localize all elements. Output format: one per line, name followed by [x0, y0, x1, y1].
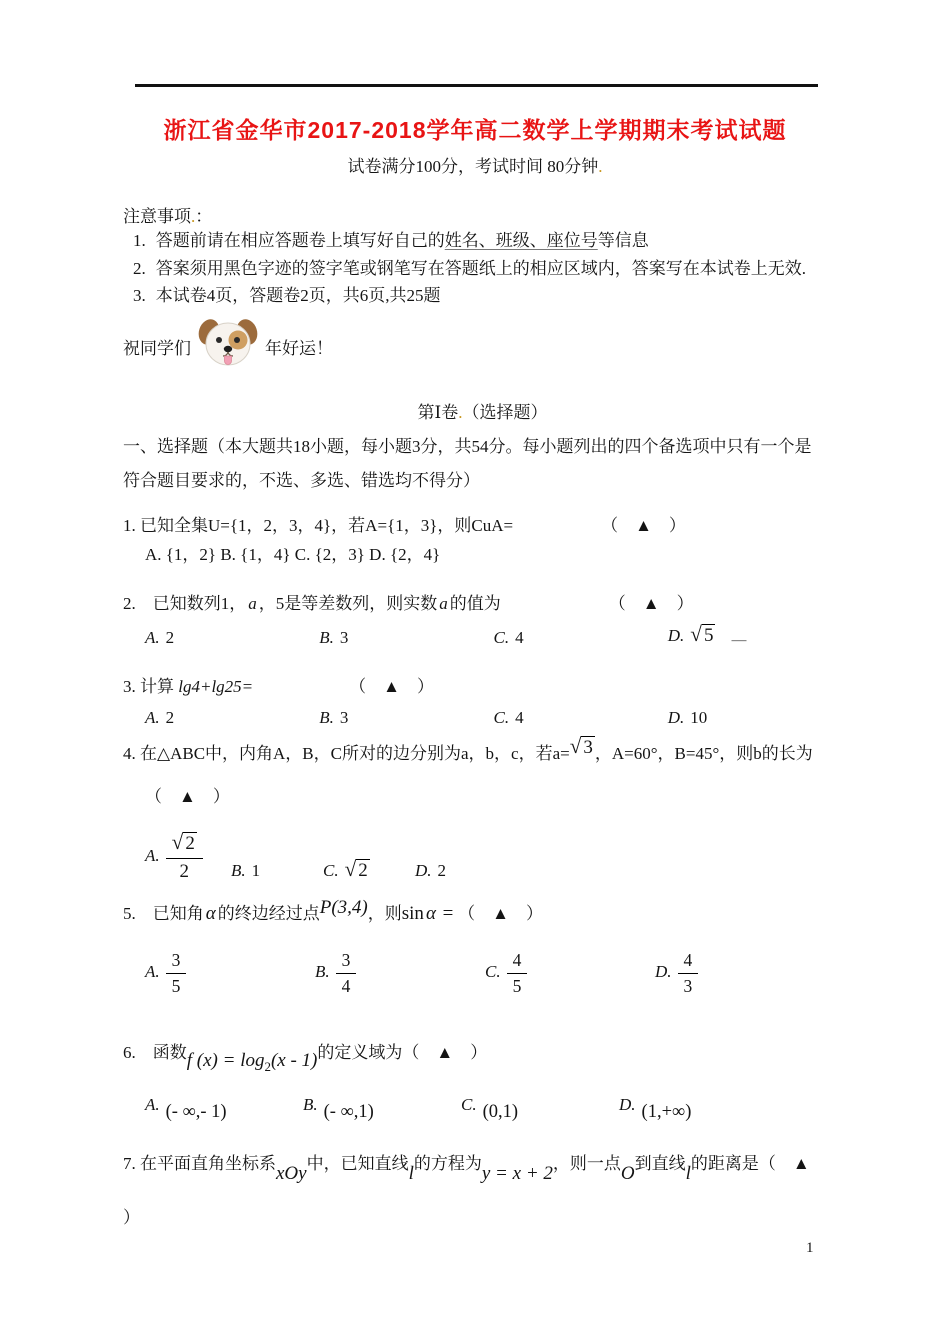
- math-line-equation: y = x + 2: [481, 1163, 553, 1185]
- option-b: [315, 950, 485, 997]
- question-4-answer-bracket: （ ▲ ）: [145, 786, 230, 806]
- option-a-label: A.: [145, 707, 160, 727]
- fraction-numerator: 3: [336, 950, 357, 974]
- question-1: [123, 512, 842, 568]
- question-6-answer-bracket: （ ▲ ）: [402, 1042, 488, 1062]
- option-c: [485, 950, 655, 997]
- intro-line-2: 符合题目要求的，不选、多选、错选均不得分）: [123, 470, 480, 490]
- option-a: [145, 624, 319, 651]
- section1-intro: [123, 430, 842, 498]
- radicand: 2: [358, 859, 368, 881]
- question-7-text-6: 的距离是（ ▲: [690, 1154, 810, 1174]
- option-a: [145, 830, 231, 884]
- exam-subtitle: [0, 152, 950, 177]
- option-c-label: C.: [493, 707, 510, 727]
- option-a: [145, 950, 315, 997]
- fraction-numerator: 3: [166, 950, 187, 974]
- option-d-value: 2: [437, 860, 447, 880]
- question-3-text: 3. 计算: [123, 676, 179, 696]
- sin-function: sin: [401, 902, 424, 924]
- radical-sign: √: [569, 733, 582, 758]
- math-argument: (x - 1): [270, 1049, 318, 1071]
- section1-header-dot: .: [458, 402, 463, 422]
- question-1-options: A. {1，2} B. {1，4} C. {2，3} D. {2，4}: [145, 544, 441, 564]
- fraction-4-5: [507, 950, 528, 997]
- option-c: [494, 624, 668, 651]
- math-point-o: O: [620, 1163, 635, 1185]
- option-a: [145, 1091, 303, 1123]
- question-6-text-1: 6. 函数: [123, 1042, 187, 1062]
- option-a-value: 2: [165, 627, 175, 647]
- option-b-label: B.: [231, 860, 246, 880]
- option-b-label: B.: [303, 1095, 318, 1115]
- option-a-label: A.: [145, 1095, 160, 1115]
- dog-face-emoji-icon: [197, 315, 259, 371]
- option-a-label: A.: [145, 845, 160, 865]
- notice-item-3-text: 本试卷4页，答题卷2页，共6页,共25题: [155, 286, 441, 305]
- question-5-text-3: ，则: [367, 903, 402, 923]
- fraction-3-5: [166, 950, 187, 997]
- question-6-stem: [123, 1039, 842, 1072]
- notice-item-2-number: 2.: [133, 258, 146, 278]
- question-7-text-4: ，则一点: [552, 1154, 621, 1174]
- section1-header-text: 第Ⅰ卷: [417, 402, 459, 422]
- notice-item-3-number: 3.: [133, 286, 146, 305]
- notice-item-1-underlined-fields: 姓名、班级、座位号: [444, 231, 598, 250]
- option-d-value: 10: [690, 707, 708, 727]
- header-rule: [135, 84, 818, 87]
- notice-item-1-text: 答题前请在相应答题卷上填写好自己的: [155, 231, 445, 250]
- sqrt-2: [171, 829, 197, 854]
- page-body: [0, 202, 950, 1233]
- math-line-l: l: [685, 1163, 691, 1185]
- option-b: [319, 704, 493, 731]
- option-b: [303, 1091, 461, 1123]
- question-2: [123, 590, 842, 651]
- question-2-options: [123, 621, 842, 651]
- radicand: 2: [185, 832, 195, 854]
- question-3-answer-bracket: （ ▲ ）: [349, 676, 434, 696]
- notice-item-1-number: 1.: [133, 231, 146, 250]
- option-d: [619, 1091, 777, 1123]
- sqrt-2: [344, 856, 370, 881]
- wish-line: [123, 316, 842, 378]
- question-4: [123, 733, 842, 884]
- subtitle-text: 试卷满分100分，考试时间 80分钟: [347, 157, 599, 176]
- question-7: [123, 1149, 842, 1233]
- question-3-math: lg4+lg25=: [178, 676, 254, 696]
- notice-heading-text: 注意事项: [123, 207, 191, 226]
- question-5-text-1: 5. 已知角: [123, 903, 204, 923]
- question-4-text-2: ，A=60°，B=45°，则b的长为: [594, 743, 813, 763]
- option-c-label: C.: [323, 860, 339, 880]
- fraction-denominator: 2: [179, 860, 189, 882]
- option-b: [231, 857, 323, 884]
- option-c-value: (0,1): [482, 1102, 519, 1123]
- question-7-stem: [123, 1149, 842, 1185]
- radical-sign: √: [171, 829, 184, 854]
- option-d-label: D.: [619, 1095, 636, 1115]
- notice-heading-dot: .: [191, 207, 196, 226]
- stray-underscore: ＿: [731, 626, 747, 643]
- intro-line-1: 一、选择题（本大题共18小题，每小题3分，共54分。每小题列出的四个备选项中只有一个是: [123, 436, 812, 456]
- option-b: [319, 624, 493, 651]
- question-4-text-1: 4. 在△ABC中，内角A，B，C所对的边分别为a，b，c，若a=: [123, 743, 570, 763]
- question-1-text: 1. 已知全集U={1，2，3，4}，若A={1，3}，则CuA=: [123, 515, 514, 535]
- option-c-value: 4: [515, 627, 524, 647]
- question-7-text-5: 到直线: [634, 1154, 686, 1174]
- option-a-value: 2: [165, 707, 175, 727]
- question-4-options: [123, 812, 842, 884]
- notice-item-2: [123, 255, 842, 283]
- fraction-denominator: 5: [512, 975, 522, 996]
- question-1-stem: [123, 512, 842, 539]
- option-b-value: 3: [339, 707, 349, 727]
- question-3-stem: [123, 673, 842, 700]
- option-c: [461, 1091, 619, 1123]
- option-b-label: B.: [319, 707, 334, 727]
- option-c-value: 4: [515, 707, 524, 727]
- option-b-value: (- ∞,1): [323, 1102, 374, 1123]
- option-d-label: D.: [667, 625, 685, 645]
- fraction-4-3: [678, 950, 699, 997]
- option-d: [668, 704, 842, 731]
- sqrt-5: [690, 621, 715, 646]
- question-5-text-2: 的终边经过点: [217, 903, 320, 923]
- math-line-l: l: [408, 1163, 414, 1185]
- page-number: 1: [806, 1240, 814, 1256]
- option-b-label: B.: [319, 627, 334, 647]
- radicand: 3: [583, 736, 593, 758]
- radical-sign: √: [690, 621, 702, 646]
- section1-header: [123, 398, 842, 423]
- notice-item-1-tail: 等信息: [597, 231, 649, 250]
- exam-title: 浙江省金华市2017-2018学年高二数学上学期期末考试试题: [163, 117, 787, 143]
- notice-item-3: [123, 282, 842, 310]
- math-f-log: f (x) = log: [186, 1049, 265, 1071]
- option-d-label: D.: [667, 707, 685, 727]
- option-c: [494, 704, 668, 731]
- question-5-options: [123, 937, 842, 997]
- fraction-denominator: 4: [341, 975, 351, 996]
- math-xoy: xOy: [276, 1163, 307, 1185]
- fraction-sqrt2-over-2: [166, 830, 203, 884]
- question-1-answer-bracket: （ ▲ ）: [601, 515, 686, 535]
- question-2-stem: [123, 590, 842, 617]
- equals-sign: =: [437, 902, 459, 924]
- question-6-text-2: 的定义域为: [317, 1042, 403, 1062]
- option-a-label: A.: [145, 961, 160, 981]
- question-2-answer-bracket: （ ▲ ）: [608, 593, 694, 613]
- notice-item-1: [123, 227, 842, 255]
- question-3-options: [123, 704, 842, 731]
- option-c-label: C.: [461, 1095, 477, 1115]
- option-a-label: A.: [145, 627, 160, 647]
- option-d-value: (1,+∞): [641, 1102, 692, 1123]
- fraction-numerator: 4: [507, 950, 528, 974]
- question-2-text-2: ，5是等差数列，则实数: [258, 593, 438, 613]
- question-7-close-bracket: ）: [123, 1208, 140, 1228]
- sqrt-3: [569, 733, 595, 758]
- question-2-text-1: 2. 已知数列1，: [123, 593, 247, 613]
- option-a: [145, 704, 319, 731]
- option-b-value: 1: [251, 860, 261, 880]
- question-3: [123, 673, 842, 731]
- option-c: [323, 856, 415, 884]
- option-b-value: 3: [339, 627, 349, 647]
- question-7-text-2: 中，已知直线: [306, 1154, 409, 1174]
- point-p34: P(3,4): [319, 896, 368, 918]
- option-d-label: D.: [655, 961, 672, 981]
- option-a-value: (- ∞,- 1): [165, 1102, 227, 1123]
- question-2-text-3: 的值为: [449, 593, 501, 613]
- subtitle-period: .: [598, 157, 603, 176]
- question-4-stem: [123, 733, 842, 767]
- option-d: [415, 857, 507, 884]
- fraction-numerator: [166, 830, 203, 859]
- section1-header-suffix: （选择题）: [462, 402, 548, 422]
- function-definition: [186, 1049, 318, 1074]
- variable-alpha: α: [425, 902, 436, 924]
- fraction-denominator: 5: [171, 975, 181, 996]
- wish-text-post: 年好运！: [265, 339, 333, 358]
- option-d: [655, 950, 825, 997]
- radical-sign: √: [344, 856, 357, 881]
- fraction-3-4: [336, 950, 357, 997]
- log-base: 2: [264, 1058, 271, 1074]
- notice-heading-colon: ：: [195, 207, 213, 226]
- variable-a: a: [248, 593, 257, 613]
- question-6: [123, 1039, 842, 1123]
- option-d-label: D.: [415, 860, 432, 880]
- option-d: [668, 621, 842, 651]
- notice-item-2-text: 答案须用黑色字迹的签字笔或钢笔写在答题纸上的相应区域内，答案写在本试卷上无效.: [155, 258, 806, 278]
- variable-a: a: [439, 593, 448, 613]
- question-6-options: [123, 1091, 842, 1123]
- wish-text-pre: 祝同学们: [123, 339, 191, 358]
- question-5: [123, 896, 842, 997]
- question-5-stem: [123, 896, 842, 927]
- question-7-text-3: 的方程为: [413, 1154, 482, 1174]
- option-c-label: C.: [485, 961, 501, 981]
- radicand: 5: [703, 624, 714, 646]
- question-5-answer-bracket: （ ▲ ）: [458, 903, 543, 923]
- fraction-denominator: 3: [683, 975, 693, 996]
- fraction-numerator: 4: [678, 950, 699, 974]
- notice-heading: [123, 202, 842, 227]
- variable-alpha: α: [205, 902, 216, 924]
- option-b-label: B.: [315, 961, 330, 981]
- option-c-label: C.: [493, 627, 510, 647]
- question-7-text-1: 7. 在平面直角坐标系: [123, 1154, 276, 1174]
